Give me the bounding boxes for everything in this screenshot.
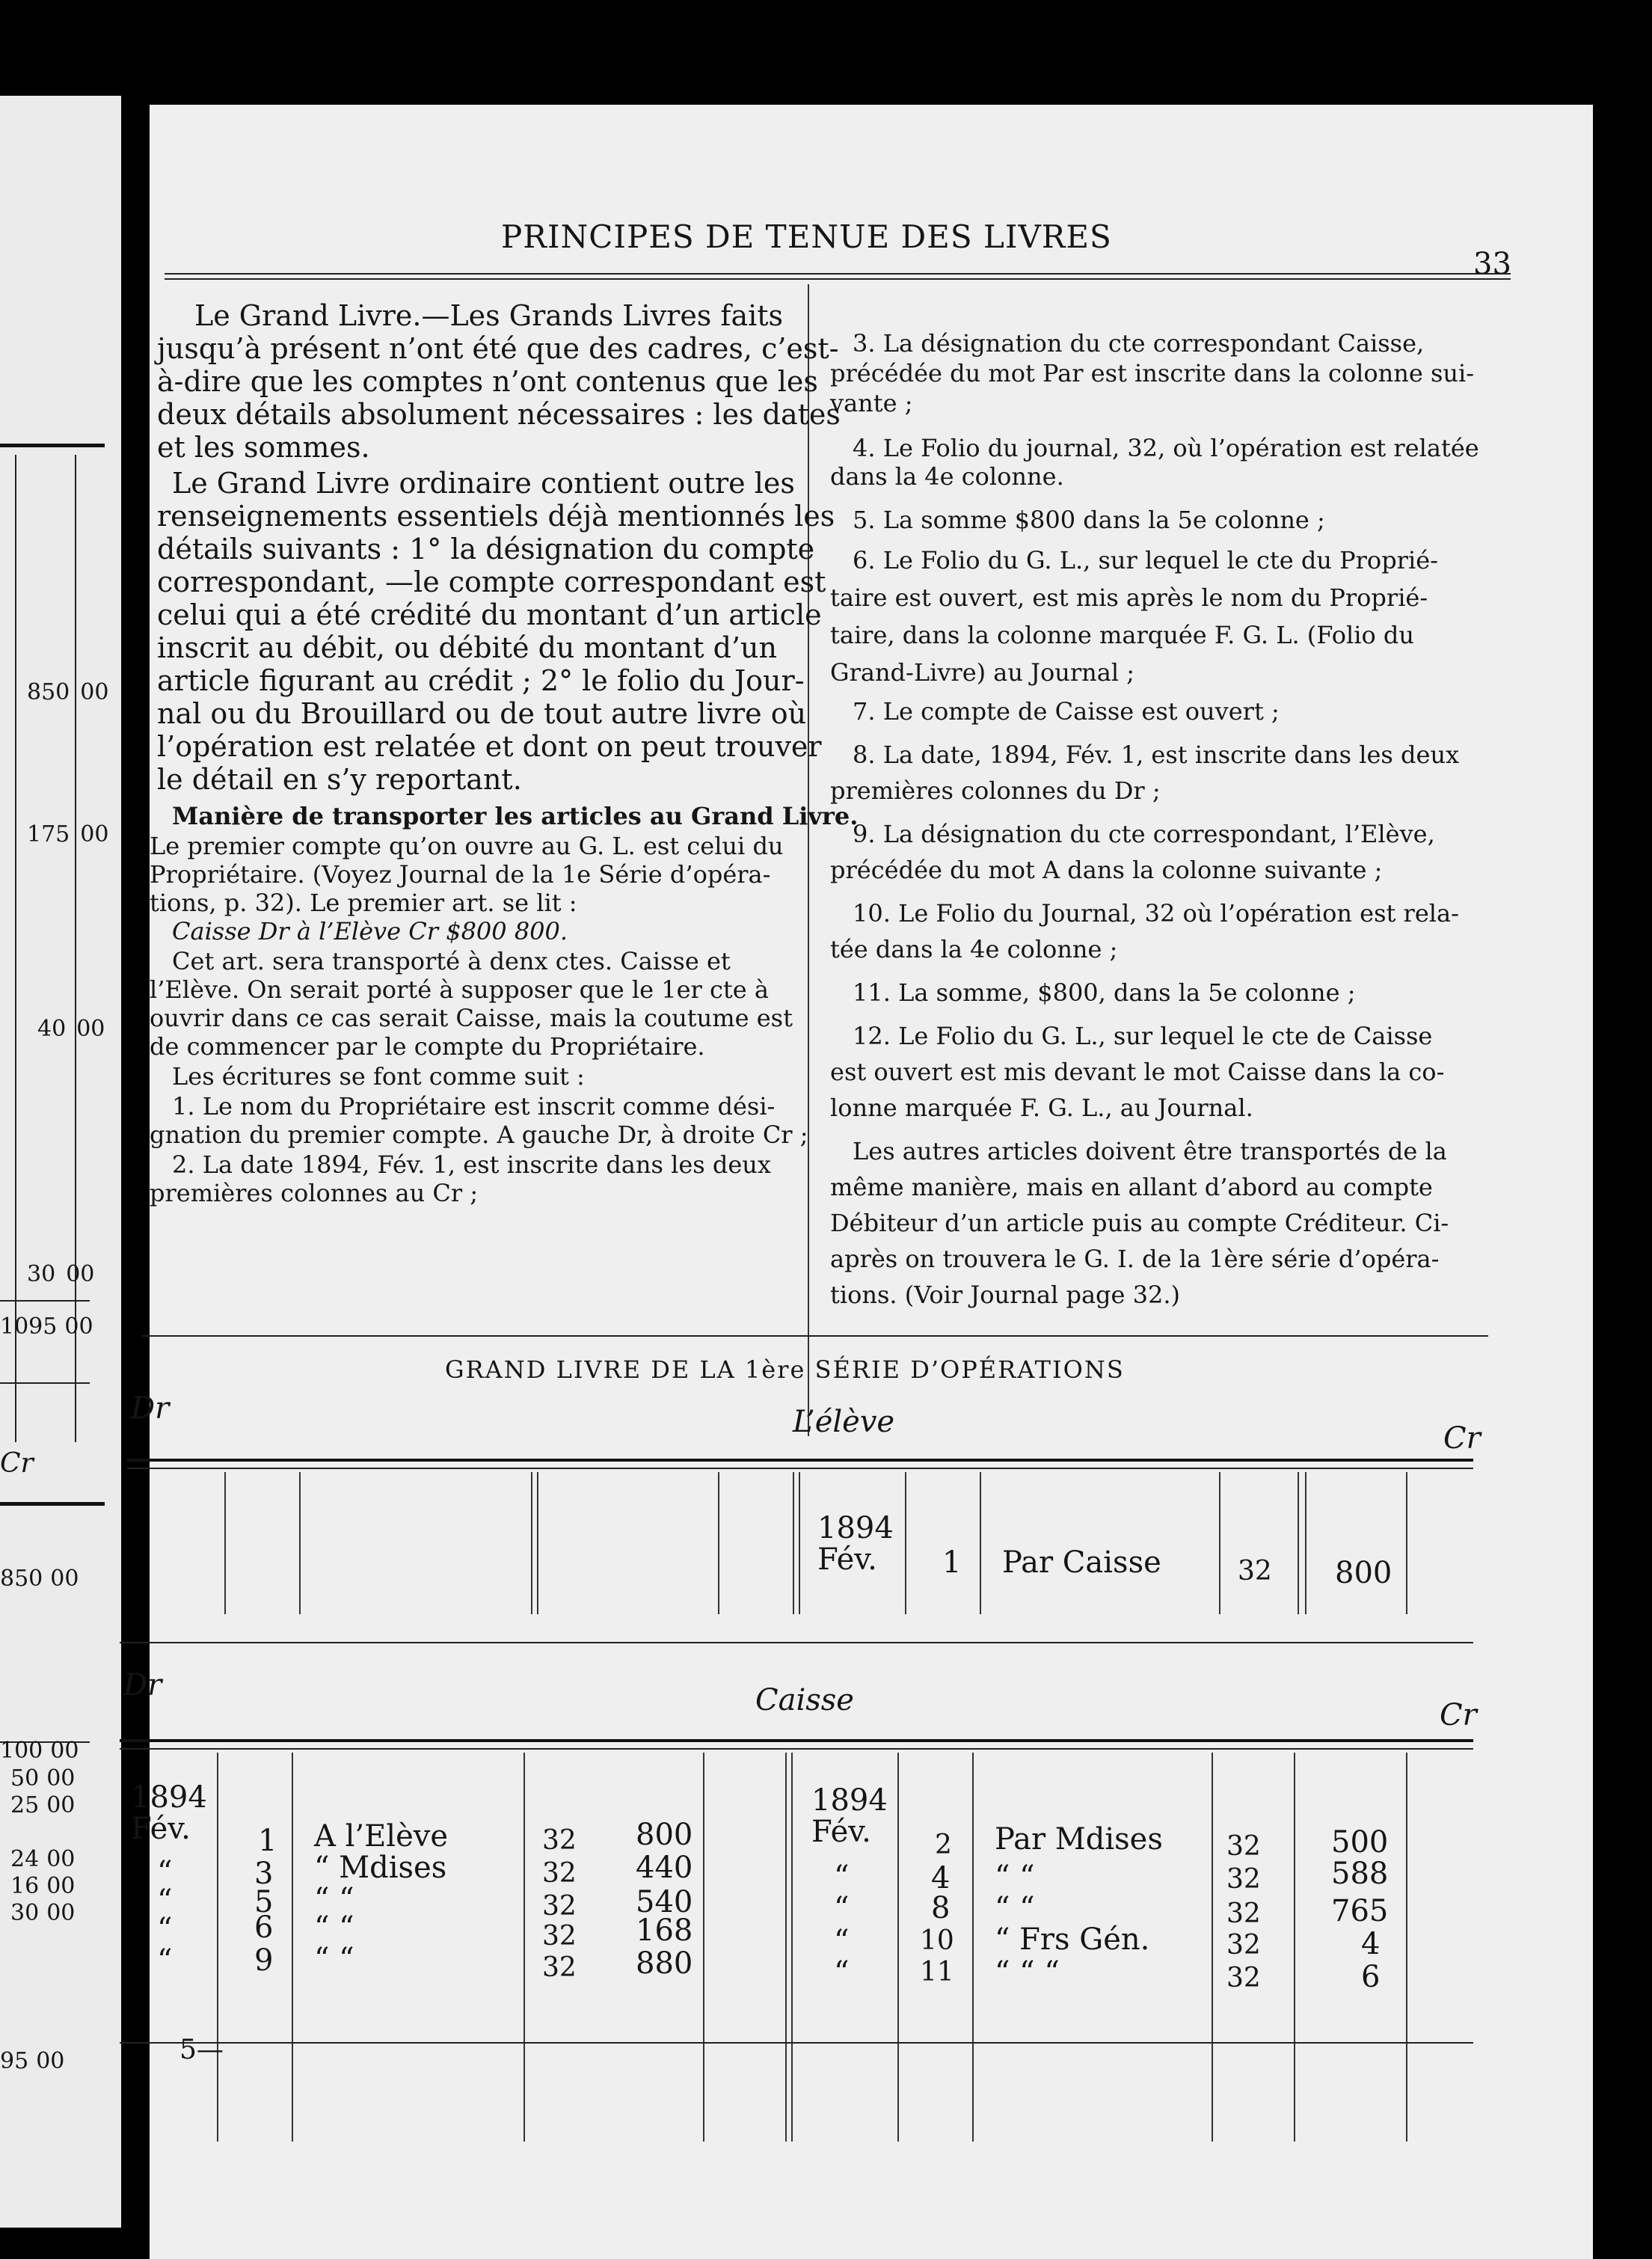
paragraph-line: nal ou du Brouillard ou de tout autre livre où xyxy=(157,697,807,730)
paragraph-line: renseignements essentiels déjà mentionnés les xyxy=(157,500,835,533)
paragraph-line: Le premier compte qu’on ouvre au G. L. est celui du xyxy=(150,832,784,860)
paragraph-line: le détail en s’y reportant. xyxy=(157,763,522,796)
paragraph-line: tions. (Voir Journal page 32.) xyxy=(830,1281,1180,1309)
ledger-column-line xyxy=(217,1753,218,2142)
amount: 175 00 xyxy=(27,821,109,847)
ledger-column-line xyxy=(1212,1753,1213,2142)
ledger-column-line xyxy=(793,1472,794,1614)
account-rule xyxy=(127,1459,1473,1462)
amount: 95 00 xyxy=(0,2048,65,2074)
paragraph-line: 8. La date, 1894, Fév. 1, est inscrite dans les deux xyxy=(853,741,1460,769)
paragraph-line: 9. La désignation du cte correspondant, l’Elève, xyxy=(853,820,1435,848)
paragraph-line: lonne marquée F. G. L., au Journal. xyxy=(830,1094,1253,1122)
paragraph-line: à-dire que les comptes n’ont contenus que les xyxy=(157,365,818,398)
ledger-amount: 880 xyxy=(636,1946,693,1981)
ledger-year: 1894 xyxy=(817,1511,894,1545)
ledger-title: GRAND LIVRE DE LA 1ère SÉRIE D’OPÉRATIONS xyxy=(445,1355,1125,1384)
ledger-amount: 6 xyxy=(1361,1960,1381,1994)
ledger-day: 2 xyxy=(935,1830,952,1860)
paragraph-line: après on trouvera le G. I. de la 1ère série d’opéra- xyxy=(830,1245,1440,1273)
paragraph-line: taire, dans la colonne marquée F. G. L. (Folio du xyxy=(830,621,1414,649)
ledger-description: A l’Elève xyxy=(314,1819,449,1854)
ledger-amount: 765 xyxy=(1331,1894,1389,1928)
paragraph-line: précédée du mot Par est inscrite dans la colonne sui- xyxy=(830,359,1475,387)
paragraph-line: tée dans la 4e colonne ; xyxy=(830,935,1118,963)
paragraph-line: Les autres articles doivent être transportés de la xyxy=(853,1137,1447,1165)
ledger-ditto: “ xyxy=(157,1883,173,1918)
ledger-amount: 4 xyxy=(1361,1927,1381,1961)
account-rule xyxy=(120,1748,1473,1750)
ledger-day: 5 xyxy=(254,1885,274,1919)
dr-label: Dr xyxy=(131,1391,170,1426)
ledger-month: Fév. xyxy=(811,1815,871,1849)
rule xyxy=(0,444,105,447)
ledger-column-line xyxy=(980,1472,981,1614)
ledger-folio: 32 xyxy=(1226,1898,1261,1929)
ledger-amount: 440 xyxy=(636,1851,693,1885)
paragraph-line: 3. La désignation du cte correspondant Caisse, xyxy=(853,329,1425,358)
account-rule xyxy=(120,1739,1473,1742)
column-divider xyxy=(808,284,809,1436)
account-name: L’élève xyxy=(793,1405,895,1439)
ledger-description: “ “ xyxy=(995,1860,1035,1894)
ledger-day: 11 xyxy=(920,1957,954,1987)
account-end-rule xyxy=(120,2042,1473,2044)
ledger-ditto: “ xyxy=(157,1855,173,1889)
ledger-amount: 800 xyxy=(636,1818,693,1852)
column-line xyxy=(75,455,76,1442)
ledger-folio: 32 xyxy=(542,1952,577,1983)
paragraph-line: 12. Le Folio du G. L., sur lequel le cte de Caisse xyxy=(853,1022,1433,1050)
page-number: 33 xyxy=(1473,247,1511,281)
paragraph-line: Le Grand Livre.—Les Grands Livres faits xyxy=(194,299,784,332)
ledger-ditto: “ xyxy=(157,1943,173,1978)
ledger-ditto: “ xyxy=(157,1912,173,1946)
amount-total: 1095 00 xyxy=(0,1314,93,1340)
ledger-column-line xyxy=(897,1753,899,2142)
ledger-column-line xyxy=(1406,1753,1407,2142)
paragraph-line: l’opération est relatée et dont on peut trouver xyxy=(157,730,822,763)
cr-label: Cr xyxy=(0,1448,34,1479)
ledger-folio: 32 xyxy=(1226,1930,1261,1961)
amount: 50 00 xyxy=(10,1765,76,1791)
ledger-column-line xyxy=(531,1472,532,1614)
paragraph-line: deux détails absolument nécessaires : les dates xyxy=(157,398,841,431)
paragraph-line: 2. La date 1894, Fév. 1, est inscrite dans les deux xyxy=(172,1150,771,1179)
paragraph-line: premières colonnes au Cr ; xyxy=(150,1179,479,1207)
ledger-month: Fév. xyxy=(817,1542,877,1577)
paragraph-line: inscrit au débit, ou débité du montant d’un xyxy=(157,631,777,664)
paragraph-line: 10. Le Folio du Journal, 32 où l’opération est rela- xyxy=(853,899,1459,928)
paragraph-line: celui qui a été crédité du montant d’un article xyxy=(157,598,822,631)
ledger-day: 6 xyxy=(254,1910,274,1945)
ledger-column-line xyxy=(224,1472,226,1614)
ledger-column-line xyxy=(537,1472,538,1614)
paragraph-line: précédée du mot A dans la colonne suivante ; xyxy=(830,856,1383,884)
ledger-column-line xyxy=(1305,1472,1306,1614)
cr-label: Cr xyxy=(1443,1421,1481,1456)
ledger-column-line xyxy=(703,1753,704,2142)
amount: 850 00 xyxy=(27,679,109,705)
ledger-column-line xyxy=(785,1753,787,2142)
account-name: Caisse xyxy=(755,1683,854,1717)
ledger-amount: 500 xyxy=(1331,1825,1389,1860)
paragraph-line: l’Elève. On serait porté à supposer que le 1er cte à xyxy=(150,975,769,1004)
paragraph-line: et les sommes. xyxy=(157,431,370,464)
paragraph-line: correspondant, —le compte correspondant est xyxy=(157,565,826,598)
ledger-day: 8 xyxy=(931,1891,951,1925)
header-rule xyxy=(165,278,1511,280)
paragraph-line: Le Grand Livre ordinaire contient outre les xyxy=(172,467,795,500)
paragraph-line: vante ; xyxy=(830,389,913,417)
ledger-description: “ “ xyxy=(314,1942,354,1976)
paragraph-line: tions, p. 32). Le premier art. se lit : xyxy=(150,889,577,917)
ledger-folio: 32 xyxy=(1226,1831,1261,1862)
amount: 850 00 xyxy=(0,1566,79,1592)
ledger-description: “ “ “ xyxy=(995,1955,1060,1990)
ledger-description: “ “ xyxy=(314,1882,354,1916)
ledger-amount: 800 xyxy=(1335,1556,1392,1590)
ledger-folio: 32 xyxy=(542,1891,577,1922)
ledger-day: 10 xyxy=(920,1925,954,1956)
paragraph-line: Propriétaire. (Voyez Journal de la 1e Série d’opéra- xyxy=(150,860,771,889)
amount: 30 00 xyxy=(27,1261,95,1287)
previous-page-edge xyxy=(0,96,121,2228)
paragraph-line: 5. La somme $800 dans la 5e colonne ; xyxy=(853,506,1325,534)
ledger-amount: 168 xyxy=(636,1913,693,1948)
paragraph-line: jusqu’à présent n’ont été que des cadres, c’est- xyxy=(157,332,839,365)
paragraph-line: Grand-Livre) au Journal ; xyxy=(830,658,1135,687)
ledger-day: 1 xyxy=(258,1824,277,1858)
ledger-column-line xyxy=(1406,1472,1407,1614)
ledger-column-line xyxy=(1298,1472,1299,1614)
paragraph-line: 4. Le Folio du journal, 32, où l’opération est relatée xyxy=(853,434,1479,462)
ledger-folio: 32 xyxy=(542,1858,577,1889)
paragraph-line: est ouvert est mis devant le mot Caisse dans la co- xyxy=(830,1058,1445,1086)
ledger-column-line xyxy=(299,1472,301,1614)
signature-mark: 5— xyxy=(179,2035,224,2065)
ledger-day: 1 xyxy=(942,1545,962,1580)
ledger-year: 1894 xyxy=(811,1783,888,1818)
account-rule xyxy=(127,1468,1473,1469)
amount: 30 00 xyxy=(10,1900,76,1926)
ledger-ditto: “ xyxy=(834,1860,850,1894)
ledger-month: Fév. xyxy=(131,1812,191,1846)
ledger-description: “ “ xyxy=(995,1891,1035,1925)
paragraph-line: 7. Le compte de Caisse est ouvert ; xyxy=(853,697,1280,726)
journal-entry: Caisse Dr à l’Elève Cr $800 800. xyxy=(172,917,568,945)
ledger-day: 4 xyxy=(931,1861,951,1895)
ledger-column-line xyxy=(718,1472,719,1614)
paragraph-line: premières colonnes du Dr ; xyxy=(830,776,1161,805)
dr-label: Dr xyxy=(123,1668,162,1702)
section-rule xyxy=(142,1335,1488,1337)
ledger-day: 3 xyxy=(254,1857,274,1891)
paragraph-line: même manière, mais en allant d’abord au compte xyxy=(830,1173,1433,1201)
rule xyxy=(0,1502,105,1506)
ledger-description: Par Caisse xyxy=(1002,1545,1161,1580)
ledger-ditto: “ xyxy=(834,1891,850,1925)
ledger-description: “ Frs Gén. xyxy=(995,1922,1150,1957)
amount: 100 00 xyxy=(0,1738,79,1764)
paragraph-line: article figurant au crédit ; 2° le folio du Jour- xyxy=(157,664,805,697)
ledger-column-line xyxy=(972,1753,974,2142)
paragraph-line: 6. Le Folio du G. L., sur lequel le cte du Proprié- xyxy=(853,546,1438,574)
ledger-column-line xyxy=(1294,1753,1295,2142)
ledger-folio: 32 xyxy=(1226,1864,1261,1895)
ledger-year: 1894 xyxy=(131,1780,207,1815)
paragraph-line: gnation du premier compte. A gauche Dr, à droite Cr ; xyxy=(150,1121,808,1149)
paragraph-line: détails suivants : 1° la désignation du compte xyxy=(157,533,815,565)
paragraph-line: taire est ouvert, est mis après le nom du Proprié- xyxy=(830,583,1428,612)
section-heading: Manière de transporter les articles au Grand Livre. xyxy=(172,802,859,830)
ledger-day: 9 xyxy=(254,1943,274,1978)
rule xyxy=(0,1382,90,1384)
amount: 16 00 xyxy=(10,1873,76,1899)
ledger-folio: 32 xyxy=(1238,1556,1272,1587)
column-line xyxy=(15,455,16,1442)
paragraph-line: de commencer par le compte du Propriétaire. xyxy=(150,1032,705,1061)
ledger-column-line xyxy=(1219,1472,1220,1614)
ledger-amount: 540 xyxy=(636,1885,693,1919)
cr-label: Cr xyxy=(1440,1698,1477,1732)
paragraph-line: dans la 4e colonne. xyxy=(830,462,1064,491)
paragraph-line: Les écritures se font comme suit : xyxy=(172,1062,585,1091)
paragraph-line: 1. Le nom du Propriétaire est inscrit comme dési- xyxy=(172,1092,776,1121)
header-rule xyxy=(165,273,1511,275)
ledger-column-line xyxy=(523,1753,525,2142)
paragraph-line: ouvrir dans ce cas serait Caisse, mais la coutume est xyxy=(150,1004,793,1032)
ledger-amount: 588 xyxy=(1331,1857,1389,1891)
running-header: PRINCIPES DE TENUE DES LIVRES xyxy=(501,218,1112,255)
paragraph-line: Cet art. sera transporté à denx ctes. Caisse et xyxy=(172,947,731,975)
ledger-folio: 32 xyxy=(542,1921,577,1952)
paragraph-line: 11. La somme, $800, dans la 5e colonne ; xyxy=(853,978,1356,1007)
ledger-column-line xyxy=(905,1472,906,1614)
ledger-description: “ “ xyxy=(314,1910,354,1945)
ledger-ditto: “ xyxy=(834,1955,850,1990)
ledger-folio: 32 xyxy=(542,1825,577,1856)
ledger-column-line xyxy=(799,1472,800,1614)
book-page xyxy=(123,105,1593,2259)
ledger-description: Par Mdises xyxy=(995,1822,1163,1857)
paragraph-line: Débiteur d’un article puis au compte Créditeur. Ci- xyxy=(830,1209,1449,1237)
amount: 40 00 xyxy=(37,1016,105,1042)
ledger-ditto: “ xyxy=(834,1924,850,1958)
ledger-column-line xyxy=(292,1753,293,2142)
ledger-description: “ Mdises xyxy=(314,1851,447,1885)
ledger-folio: 32 xyxy=(1226,1963,1261,1993)
ledger-column-line xyxy=(791,1753,793,2142)
rule xyxy=(0,1300,90,1302)
account-end-rule xyxy=(120,1642,1473,1643)
amount: 24 00 xyxy=(10,1846,76,1872)
amount: 25 00 xyxy=(10,1792,76,1818)
